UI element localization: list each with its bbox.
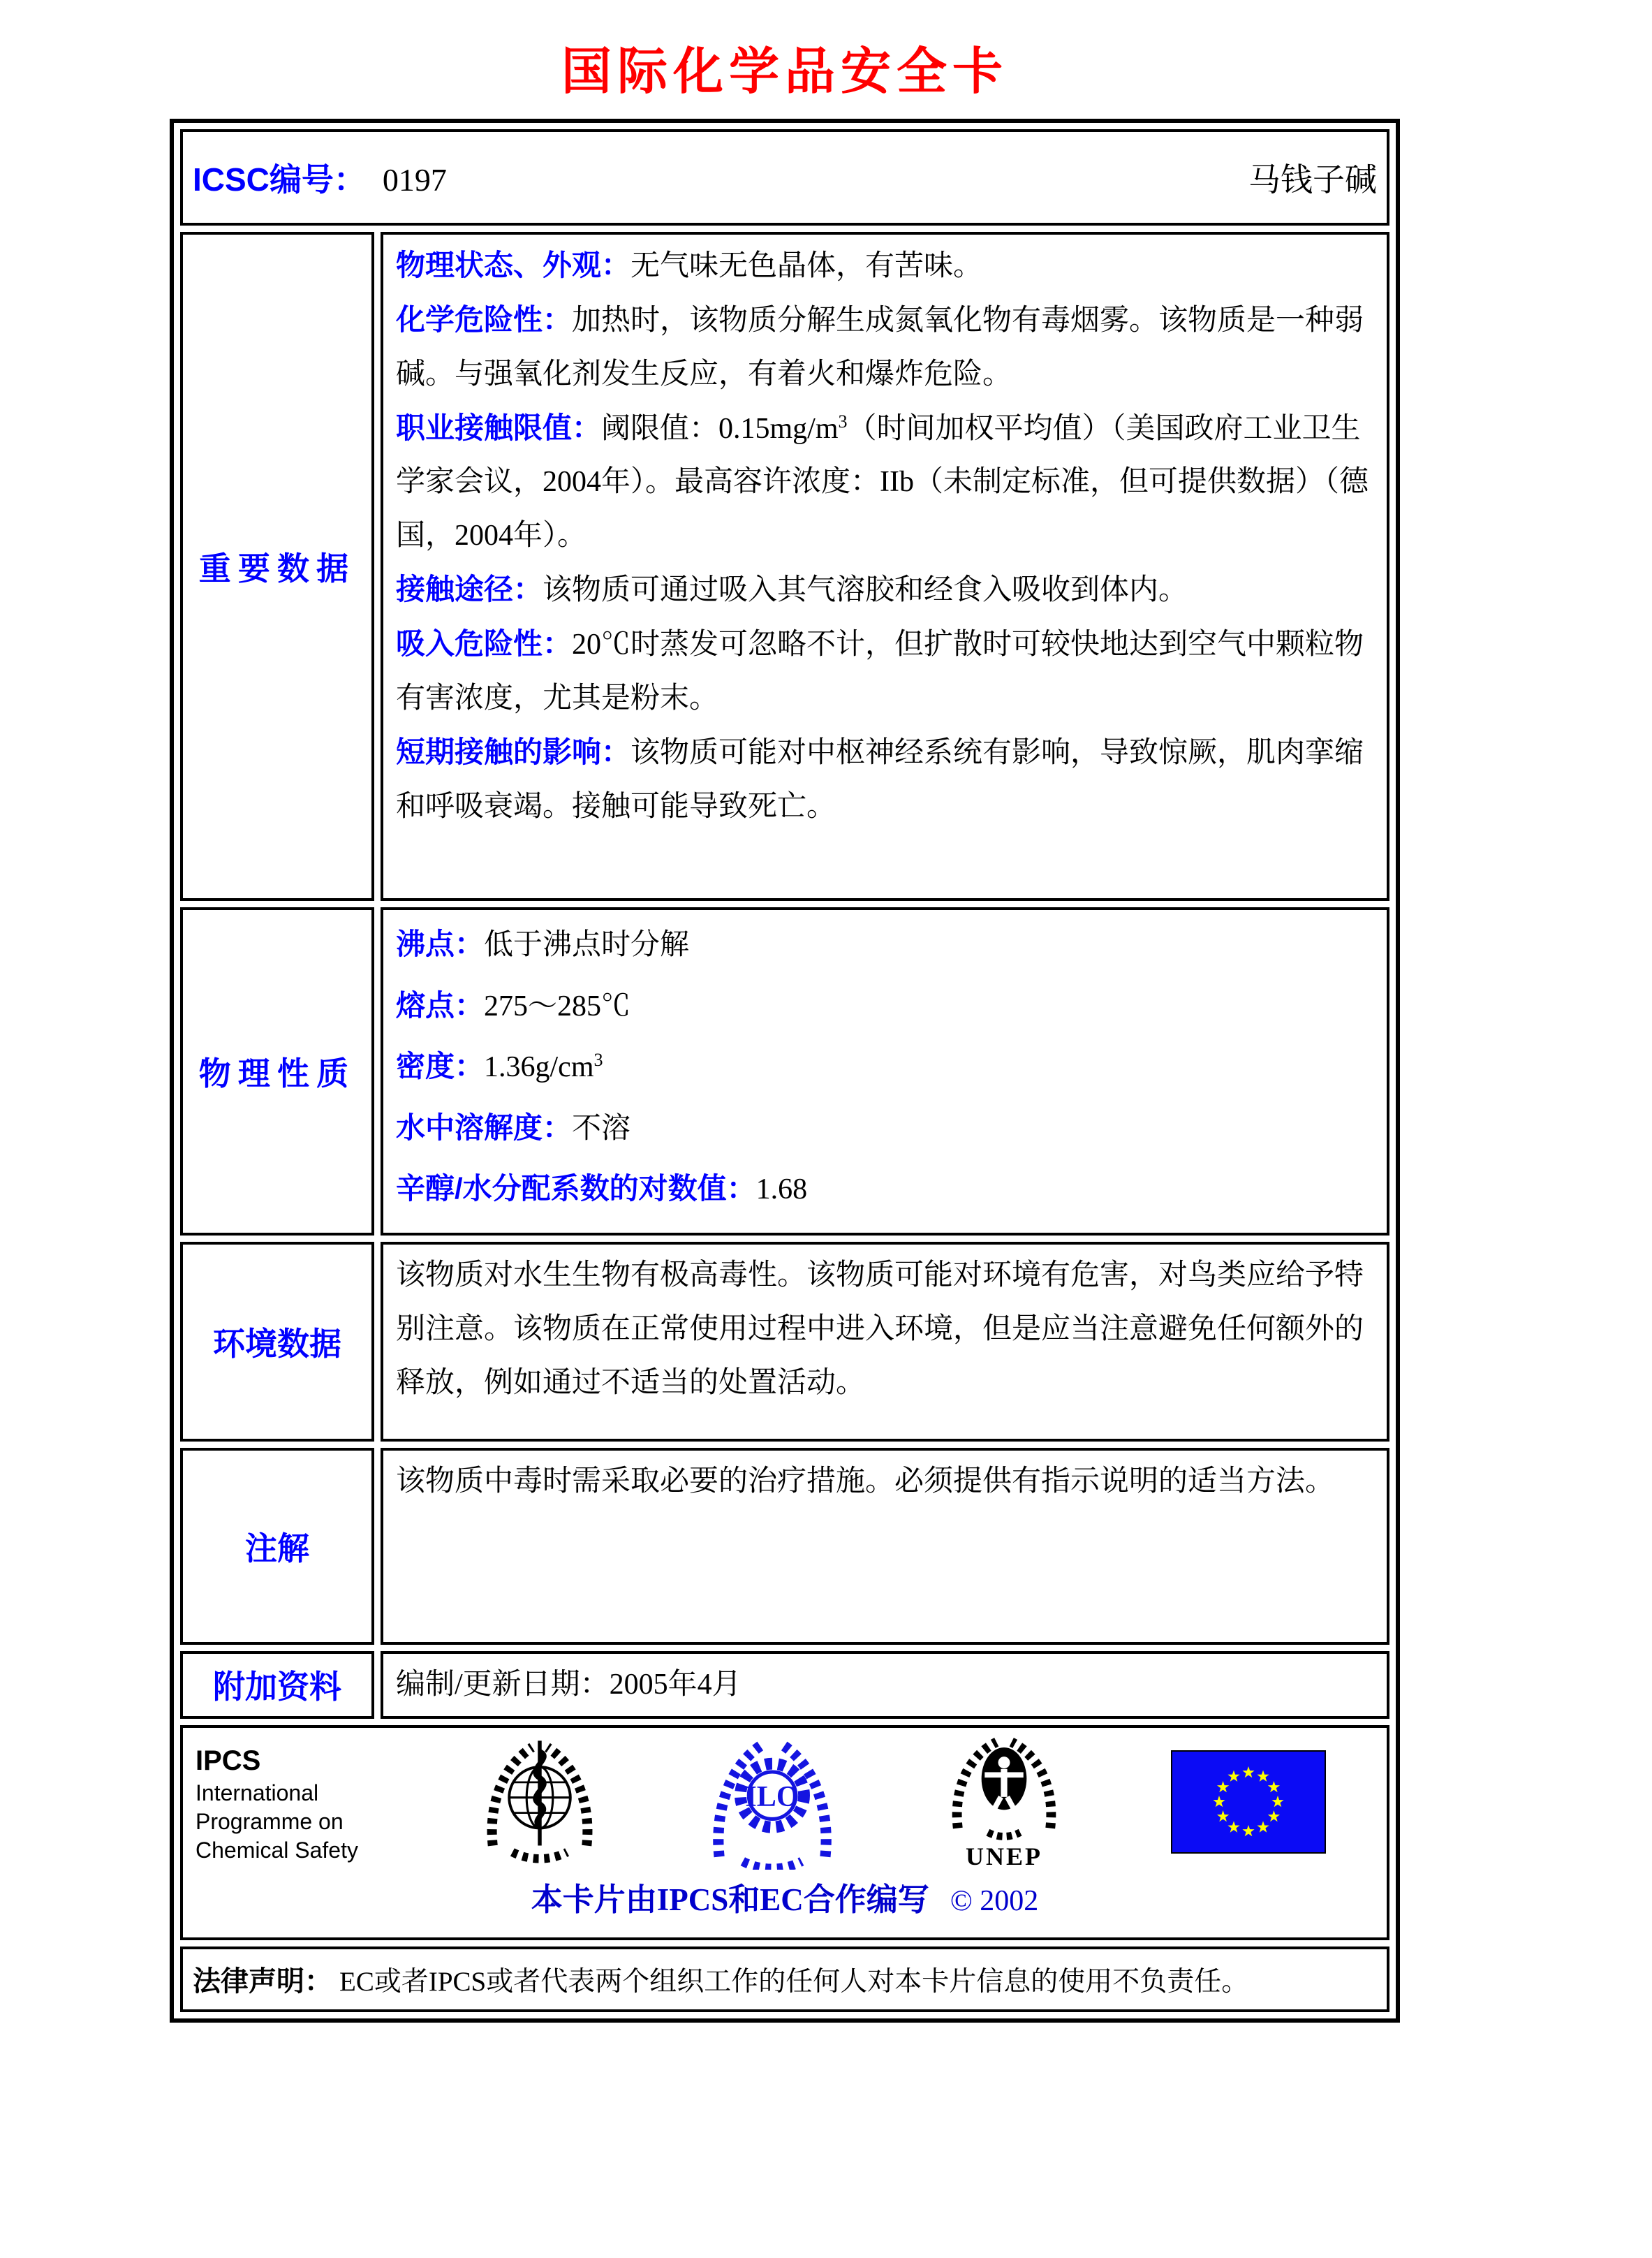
field-row xyxy=(396,563,1374,617)
legal-section xyxy=(180,1947,1389,2012)
field-value: 275～285℃ xyxy=(484,990,631,1022)
ipcs-text-block xyxy=(190,1732,426,1865)
row-physical-properties xyxy=(180,907,1389,1236)
field-row xyxy=(396,402,1374,564)
field-row xyxy=(396,293,1374,402)
ipcs-line1: International xyxy=(196,1780,319,1806)
credit-text: 本卡片由IPCS和EC合作编写 xyxy=(531,1882,929,1917)
legal-text: EC或者IPCS或者代表两个组织工作的任何人对本卡片信息的使用不负责任。 xyxy=(339,1966,1249,1997)
field-label: 短期接触的影响： xyxy=(396,735,631,768)
icsc-number-label: ICSC编号： xyxy=(193,161,366,198)
section-text: 该物质中毒时需采取必要的治疗措施。必须提供有指示说明的适当方法。 xyxy=(396,1465,1335,1497)
field-value: 1.68 xyxy=(755,1173,808,1206)
field-value: 1.36g/cm xyxy=(484,1051,594,1084)
field-value: 阈限值：0.15mg/m xyxy=(601,412,839,445)
who-logo-icon xyxy=(480,1736,600,1868)
field-label: 化学危险性： xyxy=(396,302,573,336)
ipcs-line2: Programme on xyxy=(196,1809,344,1834)
field-value: 该物质可能对中枢神经系统有影响，导致惊厥，肌肉挛缩和呼吸衰竭。接触可能导致死亡。 xyxy=(396,736,1364,823)
row-legal-notice xyxy=(180,1947,1389,2012)
field-row xyxy=(396,726,1374,834)
field-row xyxy=(396,617,1374,726)
row-additional-information xyxy=(180,1651,1389,1719)
section-label-physical: 物理性质 xyxy=(180,907,374,1236)
section-text: 编制/更新日期：2005年4月 xyxy=(396,1669,742,1701)
icsc-card-table xyxy=(170,119,1400,2023)
icsc-number-value: 0197 xyxy=(382,162,447,198)
unep-logo-text: UNEP xyxy=(966,1842,1042,1870)
ilo-logo-icon xyxy=(707,1734,837,1870)
section-text: 该物质对水生生物有极高毒性。该物质可能对环境有危害，对鸟类应给予特别注意。该物质在正常使用过程中进入环境，但是应当注意避免任何额外的释放，例如通过不适当的处置活动。 xyxy=(396,1259,1364,1399)
section-content-physical xyxy=(381,907,1389,1236)
field-label: 接触途径： xyxy=(396,573,543,606)
ipcs-acronym: IPCS xyxy=(196,1745,261,1776)
field-value: 无气味无色晶体，有苦味。 xyxy=(630,250,983,282)
section-label-environment: 环境数据 xyxy=(180,1242,374,1442)
field-label: 物理状态、外观： xyxy=(396,249,631,281)
credit-line xyxy=(190,1874,1380,1919)
chemical-name: 马钱子碱 xyxy=(1248,162,1377,198)
section-label-additional: 附加资料 xyxy=(180,1651,374,1719)
row-important-data xyxy=(180,232,1389,901)
icsc-number-group xyxy=(193,154,447,200)
eu-flag-icon xyxy=(1171,1750,1326,1854)
row-logos xyxy=(180,1725,1389,1940)
field-label: 熔点： xyxy=(396,988,485,1022)
field-value: 20℃时蒸发可忽略不计，但扩散时可较快地达到空气中颗粒物有害浓度，尤其是粉末。 xyxy=(396,629,1364,714)
field-value: 低于沸点时分解 xyxy=(484,929,690,961)
row-notes xyxy=(180,1448,1389,1645)
field-label: 吸入危险性： xyxy=(396,627,573,661)
card-header xyxy=(193,132,1377,223)
field-label: 辛醇/水分配系数的对数值： xyxy=(396,1172,756,1205)
ipcs-line3: Chemical Safety xyxy=(196,1837,358,1863)
field-label: 密度： xyxy=(396,1050,485,1083)
field-row xyxy=(396,976,1374,1037)
section-content-environment xyxy=(381,1242,1389,1442)
logos-section xyxy=(180,1725,1389,1940)
field-label: 水中溶解度： xyxy=(396,1110,573,1144)
field-row xyxy=(396,1159,1374,1220)
field-value-continued: （时间加权平均值）（美国政府工业卫生学家会议，2004年）。最高容许浓度：IIb（未制定标准，但可提供数据）（德国，2004年）。 xyxy=(396,412,1369,552)
field-label: 职业接触限值： xyxy=(396,411,602,444)
superscript: 3 xyxy=(838,411,848,432)
field-row xyxy=(396,1098,1374,1159)
field-row xyxy=(396,239,1374,293)
section-label-notes: 注解 xyxy=(180,1448,374,1645)
unep-logo-icon xyxy=(945,1733,1063,1841)
field-row xyxy=(396,1036,1374,1098)
field-row xyxy=(396,914,1374,976)
field-value: 该物质可通过吸入其气溶胶和经食入吸收到体内。 xyxy=(543,574,1188,607)
unep-logo-block xyxy=(945,1733,1063,1871)
section-content-important xyxy=(381,232,1389,901)
section-label-important: 重要数据 xyxy=(180,232,374,901)
field-value: 不溶 xyxy=(572,1112,631,1145)
field-value: 加热时，该物质分解生成氮氧化物有毒烟雾。该物质是一种弱碱。与强氧化剂发生反应，有着火和爆炸危险。 xyxy=(396,304,1364,390)
svg-text:ILO: ILO xyxy=(745,1780,799,1814)
copyright-text: © 2002 xyxy=(950,1884,1039,1917)
legal-label: 法律声明： xyxy=(193,1966,332,1997)
field-label: 沸点： xyxy=(396,928,485,960)
section-content-additional xyxy=(381,1651,1389,1719)
row-environmental-data xyxy=(180,1242,1389,1442)
section-content-notes xyxy=(381,1448,1389,1645)
row-header xyxy=(180,129,1389,226)
page-title: 国际化学品安全卡 xyxy=(561,44,1008,100)
superscript: 3 xyxy=(593,1050,603,1071)
